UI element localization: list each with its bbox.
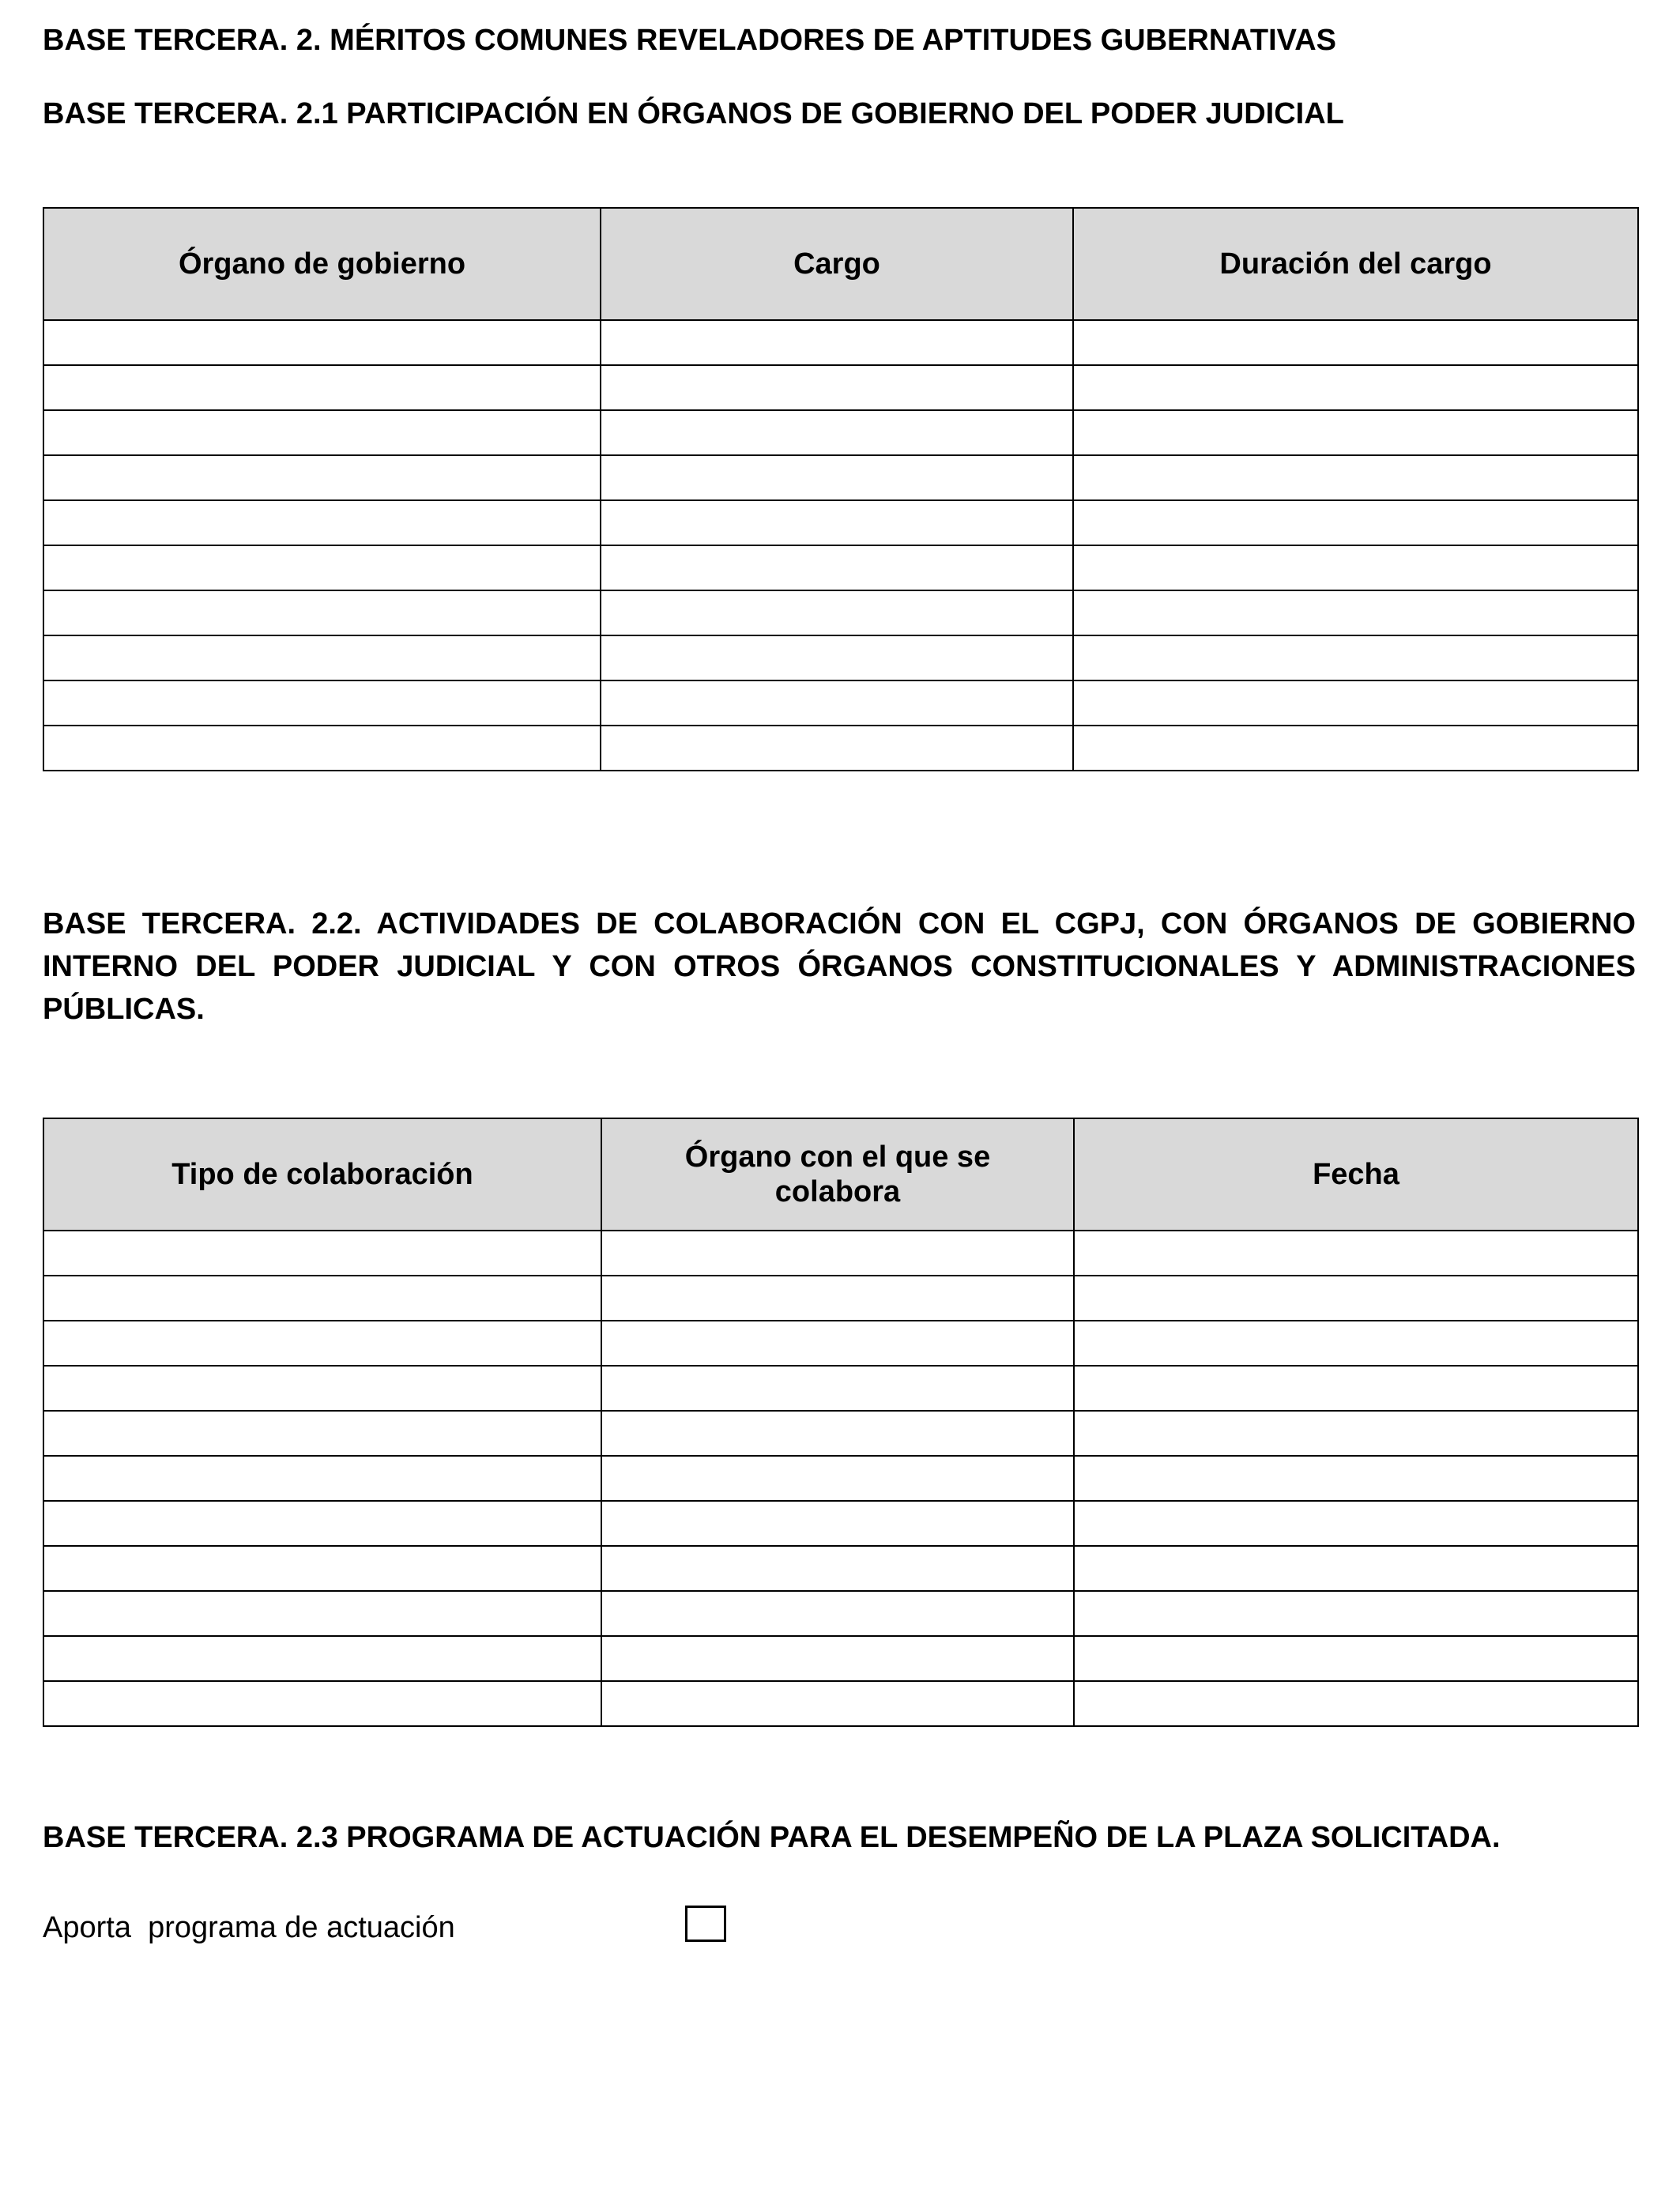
table-row: [43, 1681, 1638, 1726]
column-header-duracion: Duración del cargo: [1073, 208, 1638, 320]
table-cell[interactable]: [43, 1411, 601, 1456]
organos-gobierno-table: [43, 207, 1639, 771]
table-row: [43, 1276, 1638, 1321]
table-cell[interactable]: [1074, 1321, 1638, 1366]
table-cell[interactable]: [601, 1276, 1074, 1321]
table-row: [43, 1636, 1638, 1681]
table-cell[interactable]: [1074, 1591, 1638, 1636]
table-cell[interactable]: [1074, 1231, 1638, 1276]
table-cell[interactable]: [43, 1591, 601, 1636]
table-cell[interactable]: [601, 1591, 1074, 1636]
table-cell[interactable]: [1073, 635, 1638, 680]
table-header-row: [43, 1118, 1638, 1231]
table-cell[interactable]: [601, 500, 1073, 545]
table-row: [43, 726, 1638, 771]
section-2-3-heading: BASE TERCERA. 2.3 PROGRAMA DE ACTUACIÓN PARA EL DESEMPEÑO DE LA PLAZA SOLICITADA.: [43, 1821, 1501, 1854]
table-cell[interactable]: [43, 680, 601, 726]
table-row: [43, 320, 1638, 365]
table-row: [43, 1231, 1638, 1276]
table-cell[interactable]: [601, 590, 1073, 635]
table-cell[interactable]: [601, 1546, 1074, 1591]
table-cell[interactable]: [1073, 320, 1638, 365]
table-cell[interactable]: [43, 410, 601, 455]
table-cell[interactable]: [1073, 500, 1638, 545]
table-row: [43, 680, 1638, 726]
table-cell[interactable]: [43, 1276, 601, 1321]
table-cell[interactable]: [601, 320, 1073, 365]
table-row: [43, 1366, 1638, 1411]
organos-gobierno-rows: [43, 320, 1638, 771]
table-cell[interactable]: [601, 1231, 1074, 1276]
table-cell[interactable]: [43, 635, 601, 680]
table-row: [43, 500, 1638, 545]
table-cell[interactable]: [1073, 365, 1638, 410]
table-cell[interactable]: [43, 1636, 601, 1681]
table-cell[interactable]: [43, 1366, 601, 1411]
colaboracion-rows: [43, 1231, 1638, 1726]
table-cell[interactable]: [1073, 455, 1638, 500]
column-header-organo-colabora: Órgano con el que se colabora: [601, 1118, 1074, 1231]
table-cell[interactable]: [601, 1411, 1074, 1456]
colaboracion-table: [43, 1118, 1639, 1727]
table-cell[interactable]: [43, 1321, 601, 1366]
table-cell[interactable]: [1074, 1636, 1638, 1681]
table-cell[interactable]: [1074, 1276, 1638, 1321]
table-row: [43, 1546, 1638, 1591]
table-row: [43, 1411, 1638, 1456]
main-heading: BASE TERCERA. 2. MÉRITOS COMUNES REVELADORES DE APTITUDES GUBERNATIVAS: [43, 24, 1336, 57]
table-cell[interactable]: [601, 1681, 1074, 1726]
column-header-organo: Órgano de gobierno: [43, 208, 601, 320]
column-header-fecha: Fecha: [1074, 1118, 1638, 1231]
column-header-tipo: Tipo de colaboración: [43, 1118, 601, 1231]
table-cell[interactable]: [1073, 545, 1638, 590]
table-cell[interactable]: [1073, 410, 1638, 455]
table-cell[interactable]: [1074, 1681, 1638, 1726]
table-row: [43, 590, 1638, 635]
table-cell[interactable]: [43, 1501, 601, 1546]
table-cell[interactable]: [43, 455, 601, 500]
section-2-2-heading: BASE TERCERA. 2.2. ACTIVIDADES DE COLABORACIÓN CON EL CGPJ, CON ÓRGANOS DE GOBIERNO INTERNO DEL PODER JUDICIAL Y CON OTROS ÓRGANOS CONSTITUCIONALES Y ADMINISTRACIONES PÚBLICAS.: [43, 907, 1636, 1026]
table-cell[interactable]: [601, 635, 1073, 680]
table-cell[interactable]: [1073, 590, 1638, 635]
table-cell[interactable]: [601, 680, 1073, 726]
table-cell[interactable]: [43, 500, 601, 545]
table-cell[interactable]: [601, 726, 1073, 771]
table-cell[interactable]: [43, 590, 601, 635]
table-cell[interactable]: [601, 455, 1073, 500]
table-cell[interactable]: [1073, 726, 1638, 771]
table-row: [43, 545, 1638, 590]
table-row: [43, 1591, 1638, 1636]
table-cell[interactable]: [601, 1366, 1074, 1411]
section-2-1-heading: BASE TERCERA. 2.1 PARTICIPACIÓN EN ÓRGANOS DE GOBIERNO DEL PODER JUDICIAL: [43, 97, 1344, 130]
table-cell[interactable]: [601, 410, 1073, 455]
table-cell[interactable]: [43, 1681, 601, 1726]
table-cell[interactable]: [601, 1321, 1074, 1366]
table-cell[interactable]: [43, 1546, 601, 1591]
table-cell[interactable]: [1074, 1366, 1638, 1411]
table-cell[interactable]: [1074, 1546, 1638, 1591]
table-cell[interactable]: [601, 1456, 1074, 1501]
table-row: [43, 1456, 1638, 1501]
table-cell[interactable]: [43, 365, 601, 410]
table-cell[interactable]: [1074, 1411, 1638, 1456]
table-cell[interactable]: [43, 726, 601, 771]
table-cell[interactable]: [1074, 1456, 1638, 1501]
table-cell[interactable]: [601, 1636, 1074, 1681]
table-row: [43, 365, 1638, 410]
table-cell[interactable]: [43, 1231, 601, 1276]
table-cell[interactable]: [1074, 1501, 1638, 1546]
table-cell[interactable]: [601, 545, 1073, 590]
table-row: [43, 1501, 1638, 1546]
table-cell[interactable]: [601, 365, 1073, 410]
table-cell[interactable]: [43, 1456, 601, 1501]
table-cell[interactable]: [1073, 680, 1638, 726]
programa-checkbox[interactable]: [685, 1906, 726, 1942]
table-cell[interactable]: [43, 545, 601, 590]
column-header-cargo: Cargo: [601, 208, 1073, 320]
programa-label: Aporta programa de actuación: [43, 1911, 455, 1944]
table-row: [43, 455, 1638, 500]
table-row: [43, 635, 1638, 680]
table-row: [43, 410, 1638, 455]
table-row: [43, 1321, 1638, 1366]
table-header-row: [43, 208, 1638, 320]
table-cell[interactable]: [43, 320, 601, 365]
table-cell[interactable]: [601, 1501, 1074, 1546]
